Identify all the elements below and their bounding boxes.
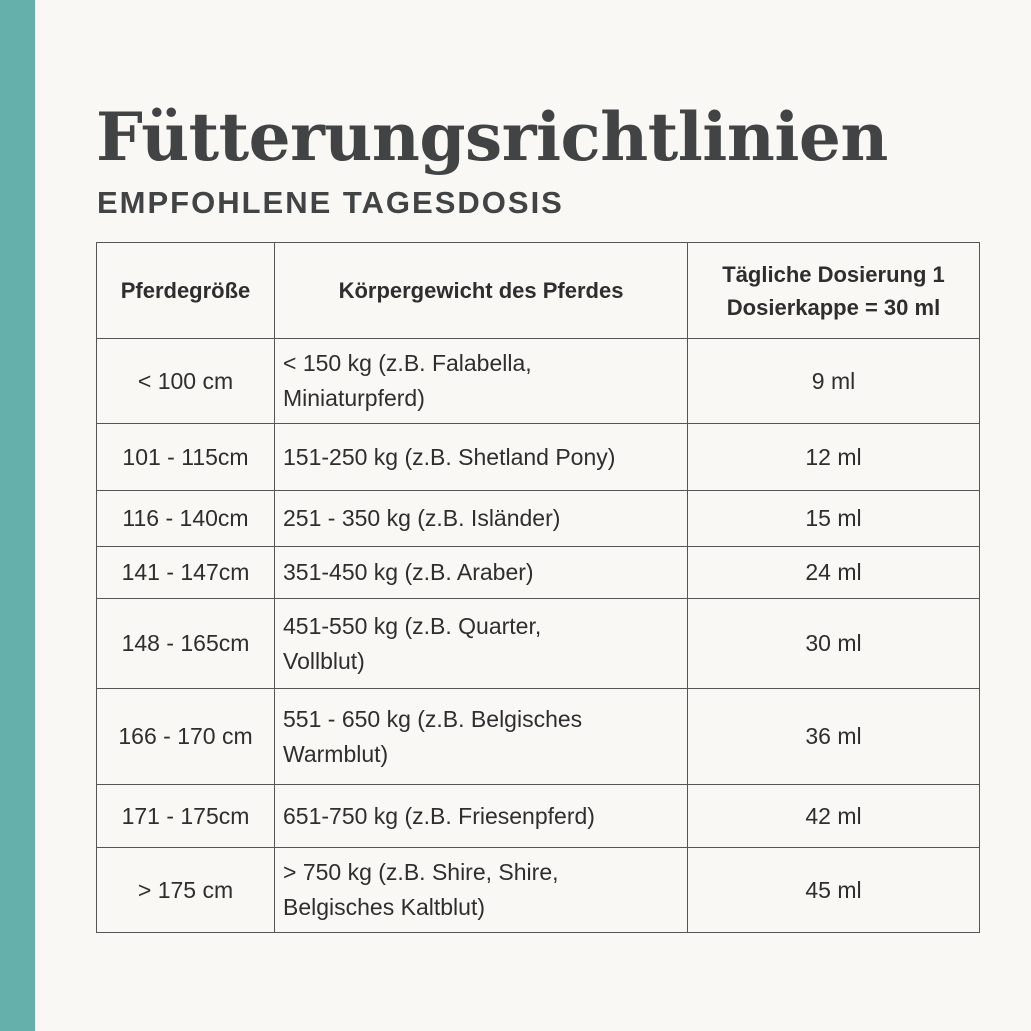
body-weight-line1: 451-550 kg (z.B. Quarter, [283, 612, 542, 639]
table-row [97, 547, 980, 599]
daily-dose-cell: 24 ml [688, 547, 980, 599]
dosage-table [96, 242, 980, 933]
body-weight-cell [275, 848, 688, 933]
body-weight-cell: 251 - 350 kg (z.B. Isländer) [275, 491, 688, 547]
body-weight-line2: Belgisches Kaltblut) [283, 894, 485, 920]
body-weight-line1: 551 - 650 kg (z.B. Belgisches [283, 705, 583, 732]
horse-size-cell: 148 - 165cm [97, 599, 275, 689]
header-body-weight: Körpergewicht des Pferdes [275, 243, 688, 339]
horse-size-cell: 166 - 170 cm [97, 689, 275, 785]
body-weight-line2: Vollblut) [283, 647, 365, 674]
accent-side-bar [0, 0, 35, 1031]
table-header-row [97, 243, 980, 339]
table-row [97, 785, 980, 848]
page-title: Fütterungsrichtlinien [96, 98, 888, 176]
body-weight-line2: Warmblut) [283, 740, 389, 767]
body-weight-line2: Miniaturpferd) [283, 385, 425, 411]
table-row [97, 339, 980, 424]
horse-size-cell: 116 - 140cm [97, 491, 275, 547]
body-weight-cell: 351-450 kg (z.B. Araber) [275, 547, 688, 599]
header-daily-dose-line2: Dosierkappe = 30 ml [726, 294, 941, 320]
daily-dose-cell: 15 ml [688, 491, 980, 547]
horse-size-cell: > 175 cm [97, 848, 275, 933]
table-row [97, 689, 980, 785]
page-subtitle: EMPFOHLENE TAGESDOSIS [97, 185, 564, 220]
header-daily-dose [688, 243, 980, 339]
horse-size-cell: 171 - 175cm [97, 785, 275, 848]
horse-size-cell: < 100 cm [97, 339, 275, 424]
horse-size-cell: 101 - 115cm [97, 424, 275, 491]
body-weight-cell [275, 339, 688, 424]
body-weight-cell [275, 689, 688, 785]
daily-dose-cell: 30 ml [688, 599, 980, 689]
body-weight-cell: 151-250 kg (z.B. Shetland Pony) [275, 424, 688, 491]
table-row [97, 491, 980, 547]
daily-dose-cell: 12 ml [688, 424, 980, 491]
body-weight-cell [275, 599, 688, 689]
body-weight-cell: 651-750 kg (z.B. Friesenpferd) [275, 785, 688, 848]
header-horse-size: Pferdegröße [97, 243, 275, 339]
table-row [97, 848, 980, 933]
daily-dose-cell: 9 ml [688, 339, 980, 424]
table-row [97, 599, 980, 689]
daily-dose-cell: 45 ml [688, 848, 980, 933]
body-weight-line1: > 750 kg (z.B. Shire, Shire, [283, 859, 559, 885]
header-daily-dose-line1: Tägliche Dosierung 1 [722, 261, 945, 287]
daily-dose-cell: 42 ml [688, 785, 980, 848]
horse-size-cell: 141 - 147cm [97, 547, 275, 599]
body-weight-line1: < 150 kg (z.B. Falabella, [283, 350, 532, 376]
daily-dose-cell: 36 ml [688, 689, 980, 785]
table-row [97, 424, 980, 491]
